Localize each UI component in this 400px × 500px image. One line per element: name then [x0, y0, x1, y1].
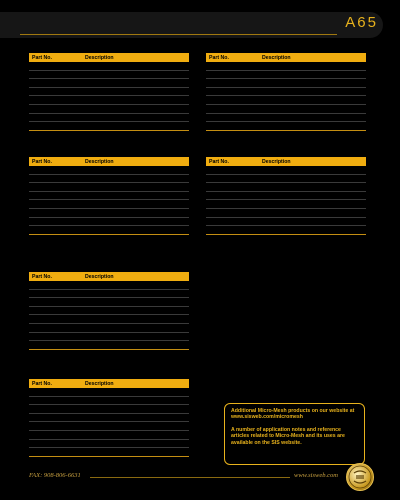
- footer-fax: FAX: 908-806-6631: [29, 472, 81, 479]
- table-row: [29, 71, 189, 80]
- info-paragraph-2: A number of application notes and reference articles related to Micro-Mesh and its uses are available on the SIS website.: [231, 426, 345, 446]
- footer-website[interactable]: www.sisweb.com: [294, 472, 338, 479]
- col-description: Description: [85, 273, 114, 280]
- table-row: [29, 448, 189, 457]
- table-row: [206, 96, 366, 105]
- table-row: [206, 166, 366, 175]
- table-row: [29, 298, 189, 307]
- table-row: [206, 114, 366, 123]
- table-row: [29, 114, 189, 123]
- table-row: [29, 397, 189, 406]
- table-row: [29, 324, 189, 333]
- table-row: [29, 431, 189, 440]
- col-description: Description: [262, 54, 291, 61]
- table-header: [29, 379, 189, 388]
- table-row: [206, 200, 366, 209]
- parts-table-lower-left: [29, 272, 189, 350]
- table-row: [206, 226, 366, 235]
- table-header: [206, 53, 366, 62]
- table-row: [29, 122, 189, 131]
- table-row: [29, 440, 189, 449]
- parts-table-mid-left: [29, 157, 189, 235]
- table-row: [206, 62, 366, 71]
- header-divider: [20, 34, 337, 35]
- table-row: [29, 79, 189, 88]
- footer-divider: [90, 477, 290, 478]
- parts-table-bottom-left: [29, 379, 189, 457]
- col-description: Description: [85, 54, 114, 61]
- table-row: [206, 105, 366, 114]
- table-row: [29, 422, 189, 431]
- table-row: [206, 175, 366, 184]
- table-row: [29, 226, 189, 235]
- col-description: Description: [262, 158, 291, 165]
- col-description: Description: [85, 158, 114, 165]
- col-part-no: Part No.: [32, 158, 52, 165]
- table-row: [206, 209, 366, 218]
- parts-table-top-right: [206, 53, 366, 131]
- table-row: [29, 200, 189, 209]
- table-header: [29, 53, 189, 62]
- col-description: Description: [85, 380, 114, 387]
- table-row: [29, 175, 189, 184]
- col-part-no: Part No.: [209, 158, 229, 165]
- page-code: A65: [345, 14, 378, 31]
- table-row: [29, 388, 189, 397]
- table-row: [29, 307, 189, 316]
- col-part-no: Part No.: [32, 273, 52, 280]
- table-row: [29, 218, 189, 227]
- col-part-no: Part No.: [32, 380, 52, 387]
- parts-table-top-left: [29, 53, 189, 131]
- table-row: [29, 209, 189, 218]
- col-part-no: Part No.: [32, 54, 52, 61]
- table-row: [206, 79, 366, 88]
- table-row: [29, 88, 189, 97]
- table-row: [29, 62, 189, 71]
- table-row: [206, 218, 366, 227]
- table-row: [29, 290, 189, 299]
- table-row: [29, 105, 189, 114]
- table-row: [29, 192, 189, 201]
- table-row: [29, 281, 189, 290]
- table-row: [29, 333, 189, 342]
- table-row: [29, 341, 189, 350]
- table-row: [29, 315, 189, 324]
- table-row: [206, 122, 366, 131]
- table-row: [206, 183, 366, 192]
- table-header: [206, 157, 366, 166]
- info-box: [224, 403, 365, 465]
- sis-logo-icon: [346, 463, 374, 491]
- info-paragraph-1: Additional Micro-Mesh products on our website at www.sisweb.com/micromesh: [231, 408, 355, 421]
- parts-table-mid-right: [206, 157, 366, 235]
- table-row: [29, 183, 189, 192]
- table-row: [29, 414, 189, 423]
- table-row: [206, 88, 366, 97]
- table-row: [206, 192, 366, 201]
- table-row: [29, 96, 189, 105]
- table-row: [206, 71, 366, 80]
- col-part-no: Part No.: [209, 54, 229, 61]
- table-row: [29, 405, 189, 414]
- table-row: [29, 166, 189, 175]
- table-header: [29, 272, 189, 281]
- table-header: [29, 157, 189, 166]
